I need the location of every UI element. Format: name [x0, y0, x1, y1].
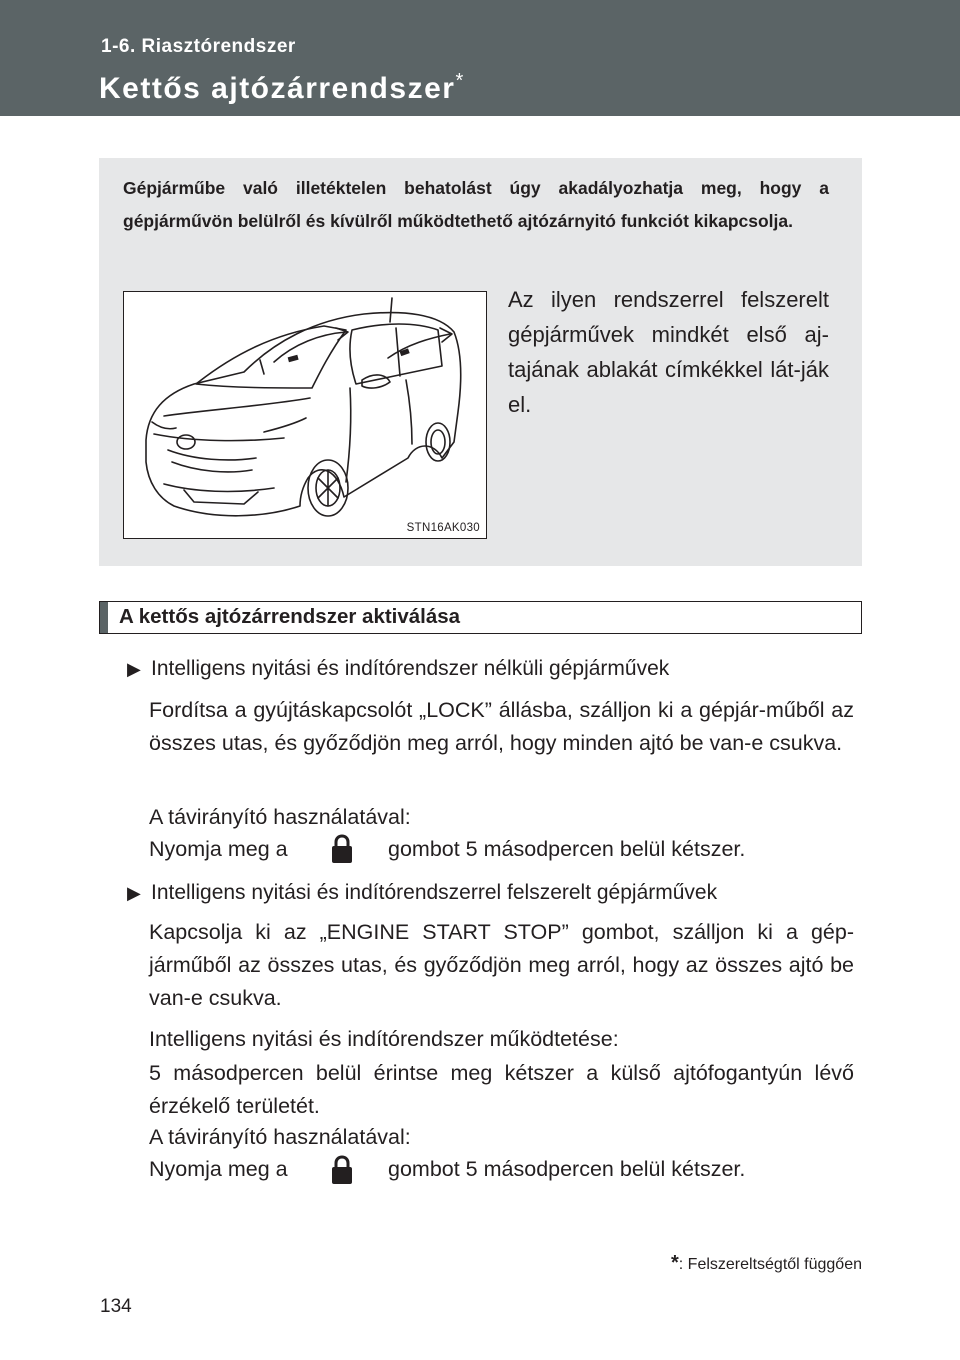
remote-label: A távirányító használatával: [149, 1125, 411, 1149]
lock-icon [331, 834, 353, 864]
page-number: 134 [100, 1296, 132, 1317]
press-prefix: Nyomja meg a [149, 837, 288, 861]
figure-code: STN16AK030 [406, 522, 480, 534]
triangle-right-icon: ▶ [127, 883, 141, 903]
remote-label: A távirányító használatával: [149, 805, 411, 829]
triangle-right-icon: ▶ [127, 659, 141, 679]
press-prefix: Nyomja meg a [149, 1157, 288, 1181]
smart-text: 5 másodpercen belül érintse meg kétszer a külső ajtófogantyún lévő érzékelő területét. [149, 1061, 854, 1118]
label-note: Az ilyen rendszerrel felszerelt gépjárművek mindkét első aj-tajának ablakát címkékkel lát-ják el. [508, 287, 829, 417]
page-title [99, 70, 463, 106]
section-label: 1-6. Riasztórendszer [101, 36, 296, 57]
footnote-mark: * [670, 1252, 679, 1274]
subsection-heading [99, 601, 862, 634]
press-suffix: gombot 5 másodpercen belül kétszer. [388, 1157, 746, 1181]
intro-text: Gépjárműbe való illetéktelen behatolást úgy akadályozhatja meg, hogy a gépjárművön belülről és kívülről működtethető ajtózárnyitó funkciót kikapcsolja. [123, 178, 829, 231]
footnote [671, 1252, 862, 1275]
page-header [0, 0, 960, 116]
press-suffix: gombot 5 másodpercen belül kétszer. [388, 837, 746, 861]
subsection-heading-text: A kettős ajtózárrendszer aktiválása [119, 605, 461, 628]
heading-bar [100, 602, 108, 633]
car-illustration [123, 291, 487, 539]
smart-label: Intelligens nyitási és indítórendszer működtetése: [149, 1027, 619, 1051]
item-body-no-smart: Fordítsa a gyújtáskapcsolót „LOCK” állásba, szálljon ki a gépjár-műből az összes utas, és győződjön meg arról, hogy minden ajtó be van-e csukva. [149, 698, 854, 755]
item-title-text: Intelligens nyitási és indítórendszerrel felszerelt gépjárművek [151, 881, 718, 904]
item-body-smart: Kapcsolja ki az „ENGINE START STOP” gombot, szálljon ki a gép-járműből az összes utas, és győződjön meg arról, hogy az összes ajtó be van-e csukva. [149, 920, 854, 1010]
lock-icon [331, 1155, 353, 1185]
page-title-text: Kettős ajtózárrendszer [99, 72, 456, 105]
item-title-smart [127, 881, 717, 905]
car-drawing [124, 292, 486, 538]
item-title-no-smart [127, 657, 669, 681]
item-title-text: Intelligens nyitási és indítórendszer nélküli gépjárművek [151, 657, 670, 680]
footnote-text: : Felszereltségtől függően [678, 1256, 862, 1273]
title-footnote-mark: * [455, 70, 464, 92]
